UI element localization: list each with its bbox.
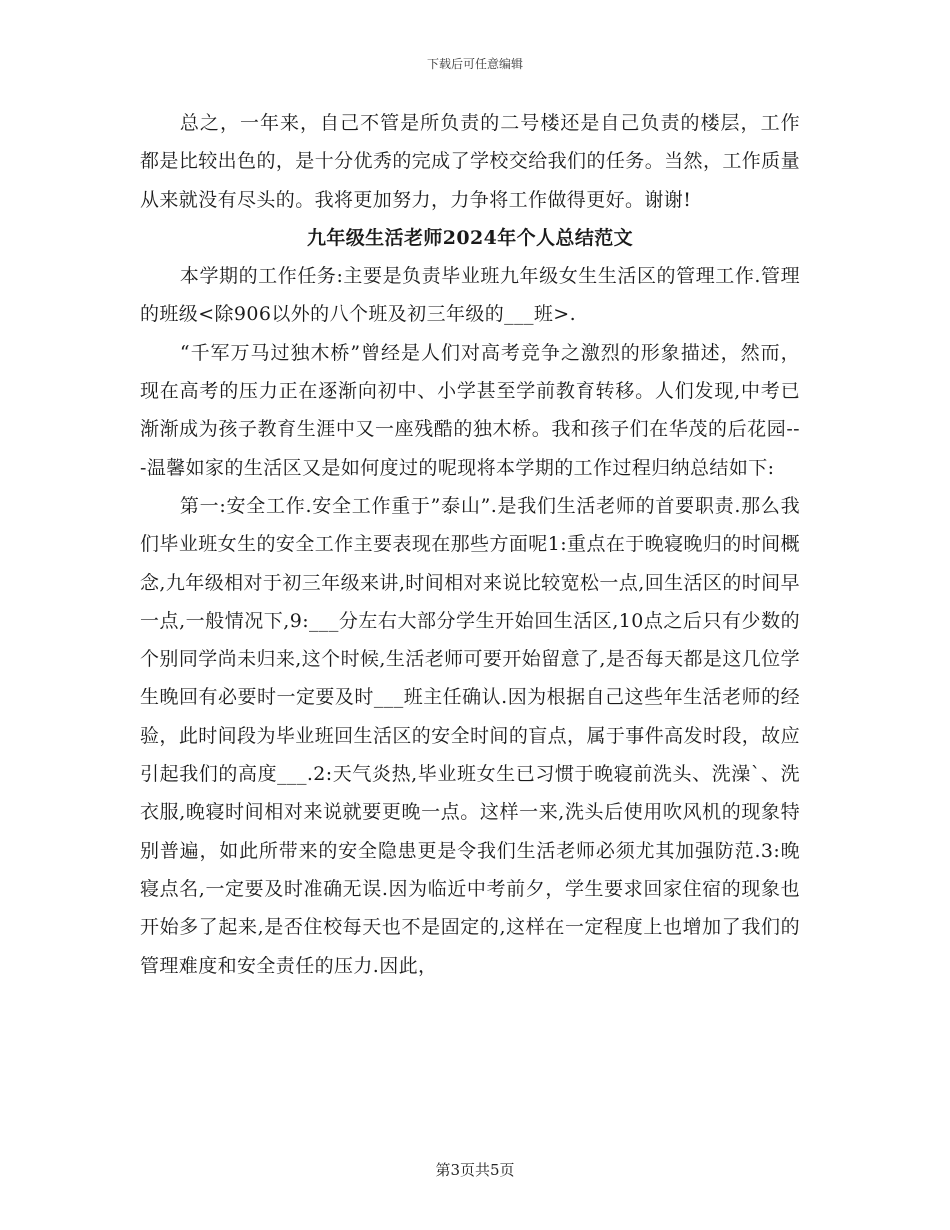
page-header: 下载后可任意编辑	[426, 57, 523, 71]
body-paragraph: 本学期的工作任务:主要是负责毕业班九年级女生生活区的管理工作.管理的班级<除906以外的八个班及初三年级的___班>.	[140, 265, 800, 326]
section-title: 九年级生活老师2024年个人总结范文	[306, 226, 634, 249]
body-paragraph: 第一:安全工作.安全工作重于”泰山”.是我们生活老师的首要职责.那么我们毕业班女生的安全工作主要表现在那些方面呢1:重点在于晚寝晚归的时间概念,九年级相对于初三年级来讲,时间相对来说比较宽松一点,回生活区的时间早一点,一般情况下,9:___分左右大部分学生开始回生活区,10点之后只有少数的个别同学尚未归来,这个时候,生活老师可要开始留意了,是否每天都是这几位学生晚回有必要时一定要及时___班主任确认.因为根据自己这些年生活老师的经验，此时间段为毕业班回生活区的安全时间的盲点，属于事件高发时段，故应引起我们的高度___.2:天气炎热,毕业班女生已习惯于晚寝前洗头、洗澡`、洗衣服,晚寝时间相对来说就要更晚一点。这样一来,洗头后使用吹风机的现象特别普遍，如此所带来的安全隐患更是令我们生活老师必须尤其加强防范.3:晚寝点名,一定要及时准确无误.因为临近中考前夕，学生要求回家住宿的现象也开始多了起来,是否住校每天也不是固定的,这样在一定程度上也增加了我们的管理难度和安全责任的压力.因此，	[140, 494, 800, 977]
body-paragraph: “千军万马过独木桥”曾经是人们对高考竞争之激烈的形象描述，然而，现在高考的压力正在逐渐向初中、小学甚至学前教育转移。人们发现,中考已渐渐成为孩子教育生涯中又一座残酷的独木桥。我和孩子们在华茂的后花园---温馨如家的生活区又是如何度过的呢现将本学期的工作过程归纳总结如下:	[140, 341, 800, 479]
document-body	[140, 104, 800, 985]
closing-paragraph: 总之，一年来，自己不管是所负责的二号楼还是自己负责的楼层，工作都是比较出色的，是十分优秀的完成了学校交给我们的任务。当然，工作质量从来就没有尽头的。我将更加努力，力争将工作做得更好。谢谢!	[140, 112, 800, 211]
page-footer: 第3页共5页	[435, 1161, 515, 1179]
